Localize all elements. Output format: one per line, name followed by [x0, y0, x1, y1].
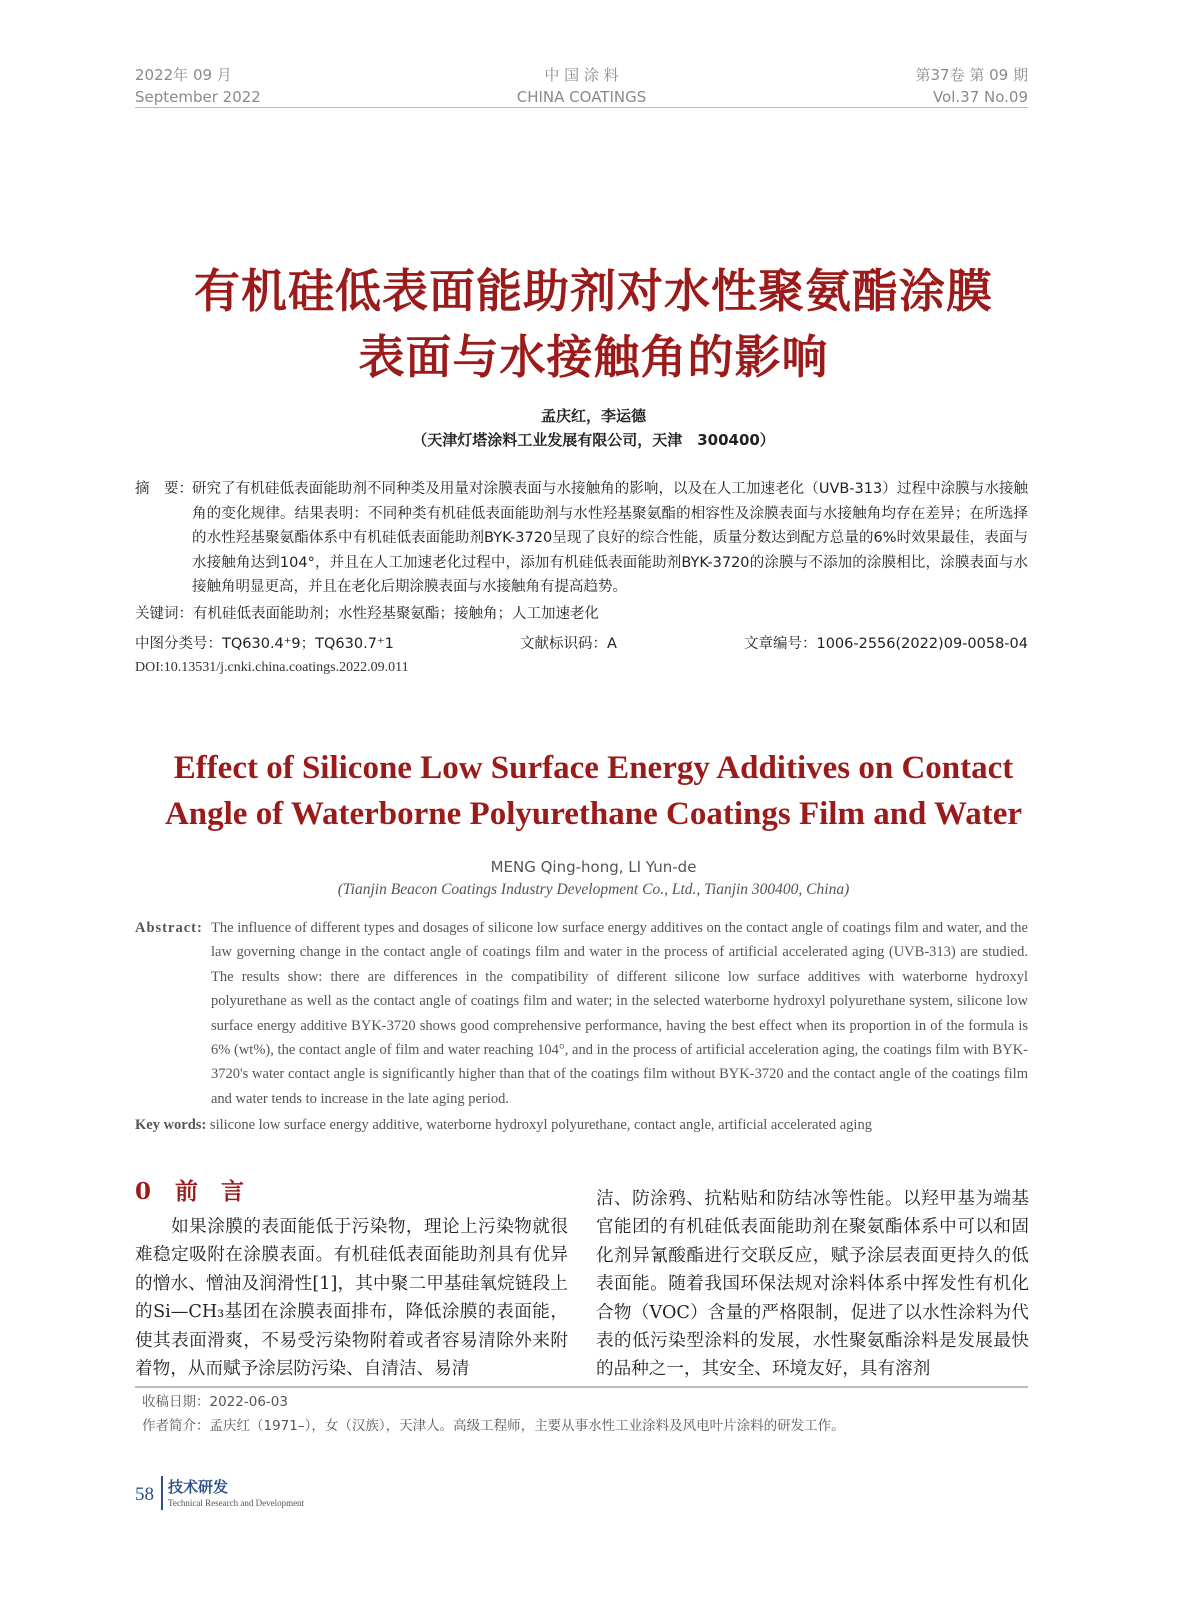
title-en-line: Angle of Waterborne Polyurethane Coatings Film and Water — [164, 796, 1023, 832]
section-heading — [135, 1176, 244, 1208]
volume-en: Vol.37 No.09 — [932, 88, 1028, 106]
keywords-en-label: Key words: — [135, 1117, 207, 1133]
abstract-cn-text: 研究了有机硅低表面能助剂不同种类及用量对涂膜表面与水接触角的影响，以及在人工加速老化（UVB-313）过程中涂膜与水接触角的变化规律。结果表明：不同种类有机硅低表面能助剂与水性羟基聚氨酯的相容性及涂膜表面与水接触角均存在差异；在所选择的水性羟基聚氨酯体系中有机硅低表面能助剂BYK-3720呈现了良好的综合性能，质量分数达到配方总量的6%时效果最佳，表面与水接触角达到104°，并且在人工加速老化过程中，添加有机硅低表面能助剂BYK-3720的涂膜与不添加的涂膜相比，涂膜表面与水接触角明显更高，并且在老化后期涂膜表面与水接触角有提高趋势。 — [192, 481, 1028, 596]
title-cn-line: 表面与水接触角的影响 — [358, 330, 829, 384]
footnote-divider — [135, 1386, 1028, 1388]
abstract-en-label: Abstract: — [135, 920, 203, 936]
keywords-en-text: silicone low surface energy additive, waterborne hydroxyl polyurethane, contact angle, artificial accelerated aging — [209, 1117, 872, 1133]
affiliation-cn: （天津灯塔涂料工业发展有限公司，天津 300400） — [412, 431, 775, 449]
journal-name-cn: 中 国 涂 料 — [544, 66, 619, 84]
title-en-line: Effect of Silicone Low Surface Energy Additives on Contact — [173, 750, 1014, 786]
received-date: 收稿日期：2022-06-03 — [142, 1394, 288, 1410]
footer-section-en: Technical Research and Development — [168, 1498, 305, 1508]
abstract-cn — [135, 477, 1028, 600]
header-right — [916, 64, 1028, 108]
authors-en: MENG Qing-hong, LI Yun-de — [490, 858, 697, 876]
header-date-cn: 2022年 09 月 — [135, 66, 232, 84]
keywords-cn: 关键词：有机硅低表面能助剂；水性羟基聚氨酯；接触角；人工加速老化 — [135, 606, 599, 622]
volume-cn: 第37卷 第 09 期 — [915, 66, 1028, 84]
header-divider — [135, 107, 1028, 108]
authors-cn: 孟庆红，李运德 — [540, 407, 646, 425]
page-number: 58 — [135, 1484, 154, 1505]
section-title: 前 言 — [175, 1178, 245, 1205]
title-en — [0, 745, 1187, 837]
classification-row — [135, 632, 1028, 657]
document-code: 文献标识码：A — [520, 636, 617, 652]
author-bio: 作者简介：孟庆红（1971–），女（汉族），天津人。高级工程师，主要从事水性工业涂料及风电叶片涂料的研发工作。 — [142, 1418, 845, 1434]
footer-divider — [161, 1476, 163, 1510]
header-date-en: September 2022 — [135, 88, 261, 106]
keywords-en — [135, 1113, 1028, 1137]
journal-name-en: CHINA COATINGS — [516, 88, 647, 106]
abstract-cn-label: 摘 要： — [135, 481, 193, 497]
affiliation-en: (Tianjin Beacon Coatings Industry Development Co., Ltd., Tianjin 300400, China) — [337, 881, 850, 898]
footer-section-cn: 技术研发 — [168, 1478, 229, 1496]
doi: DOI:10.13531/j.cnki.china.coatings.2022.09.011 — [135, 660, 409, 675]
article-number: 文章编号：1006-2556(2022)09-0058-04 — [743, 636, 1028, 652]
clc-number: 中图分类号：TQ630.4⁺9；TQ630.7⁺1 — [135, 636, 394, 652]
body-column-left: 如果涂膜的表面能低于污染物，理论上污染物就很难稳定吸附在涂膜表面。有机硅低表面能助剂具有优异的憎水、憎油及润滑性[1]，其中聚二甲基硅氧烷链段上的Si—CH₃基团在涂膜表面排布，降低涂膜的表面能，使其表面滑爽，不易受污染物附着或者容易清除外来附着物，从而赋予涂层防污染、自清洁、易清 — [135, 1217, 568, 1380]
section-number: 0 — [135, 1178, 152, 1205]
abstract-en — [135, 916, 1028, 1111]
title-cn-line: 有机硅低表面能助剂对水性聚氨酯涂膜 — [194, 264, 993, 318]
body-column-right: 洁、防涂鸦、抗粘贴和防结冰等性能。以羟甲基为端基官能团的有机硅低表面能助剂在聚氨酯体系中可以和固化剂异氰酸酯进行交联反应，赋予涂层表面更持久的低表面能。随着我国环保法规对涂料体系中挥发性有机化合物（VOC）含量的严格限制，促进了以水性涂料为代表的低污染型涂料的发展，水性聚氨酯涂料是发展最快的品种之一，其安全、环境友好，具有溶剂 — [596, 1189, 1029, 1380]
abstract-en-text: The influence of different types and dosages of silicone low surface energy additives on the contact angle of coatings film and water, and the law governing change in the contact angle of coatings film and water in the process of artificial accelerated aging (UVB-313) are studied. The results show: there are differences in the compatibility of different silicone low surface additives with waterborne hydroxyl polyurethane as well as the contact angle of coatings film and water; in the selected waterborne hydroxyl polyurethane system, silicone low surface energy additive BYK-3720 shows good comprehensive performance, having the best effect when its proportion in of the formula is 6% (wt%), the contact angle of film and water reaching 104°, and in the process of artificial acceleration aging, the coatings film with BYK-3720's water contact angle is significantly higher than that of the coatings film without BYK-3720 and the contact angle of the coatings film and water tends to increase in the late aging period. — [211, 920, 1028, 1107]
title-cn — [0, 258, 1187, 390]
